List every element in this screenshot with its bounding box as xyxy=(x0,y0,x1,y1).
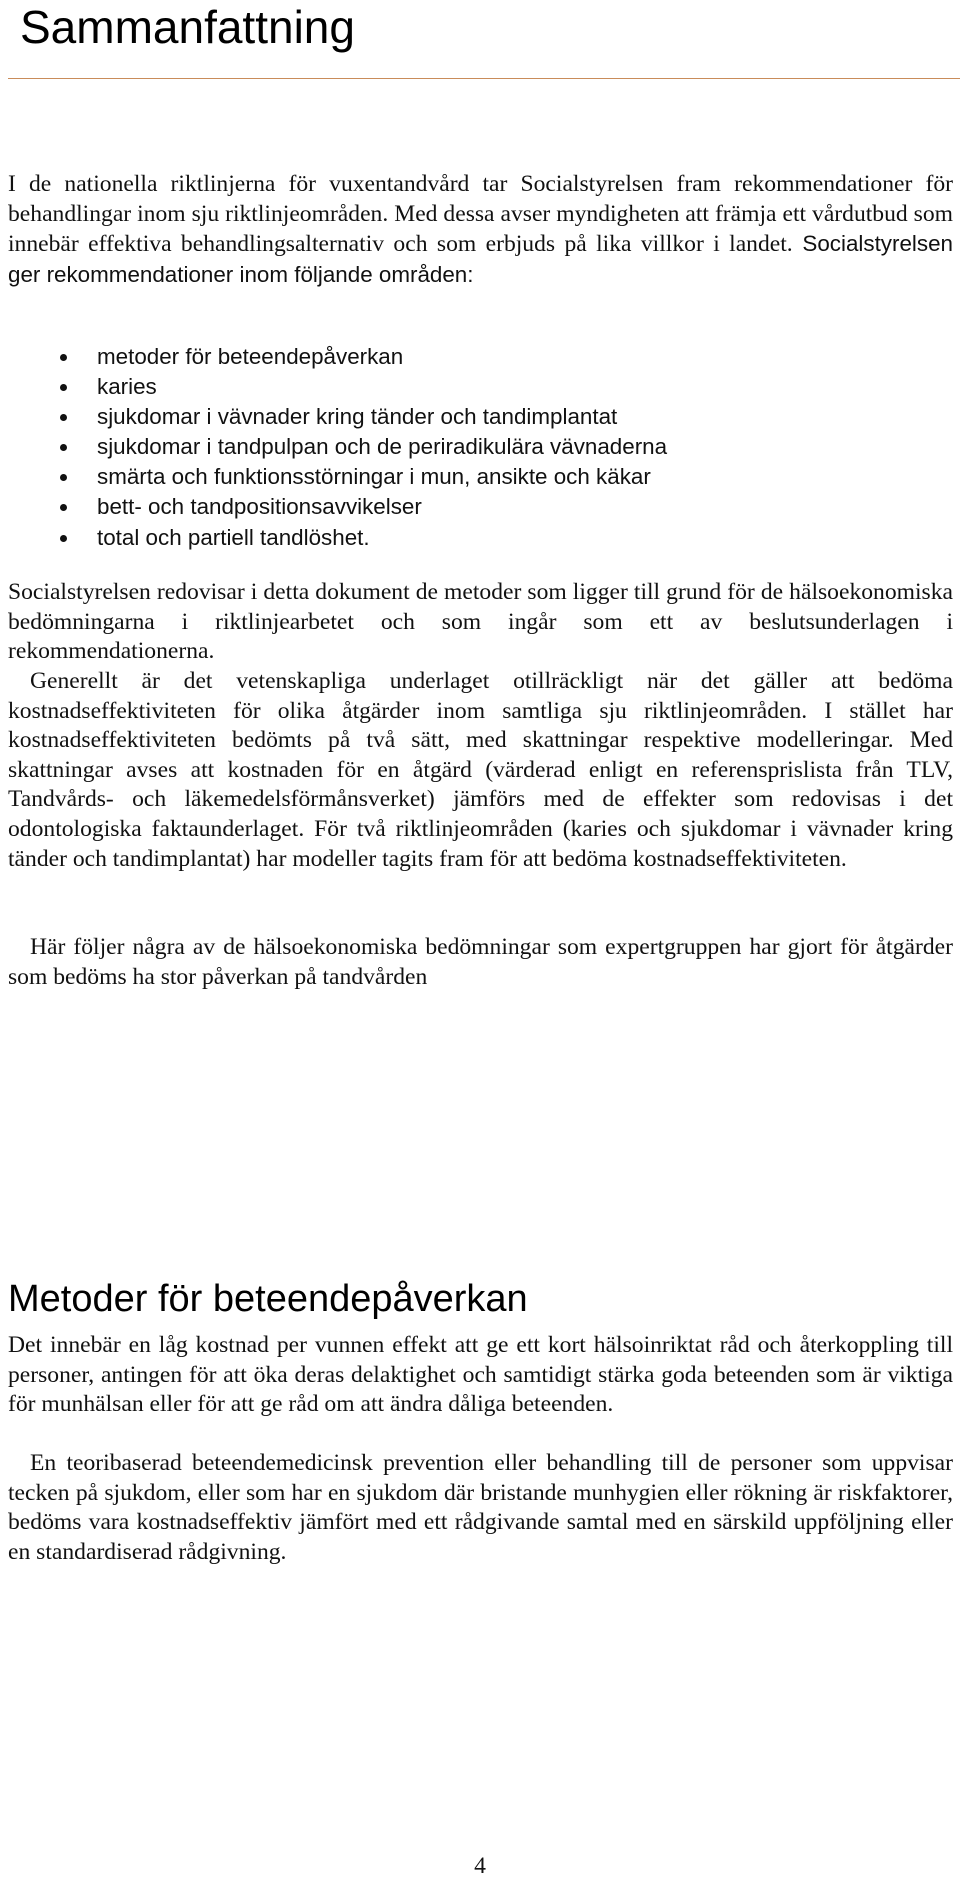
intro-text: I de nationella riktlinjerna för vuxentandvård tar Socialstyrelsen fram rekommendationer för behandlingar inom sju riktlinjeområden. Med dessa avser myndigheten att främja ett vårdutbud som innebär effektiva behandlingsalternativ och som erbjuds på lika villkor i landet. xyxy=(8,171,953,258)
methods-paragraph: Socialstyrelsen redovisar i detta dokument de metoder som ligger till grund för de hälsoekonomiska bedömningarna i riktlinjearbetet och som ingår som ett av beslutsunderlagen i rekommendationerna. xyxy=(8,579,953,665)
list-item-label: sjukdomar i tandpulpan och de periradikulära vävnaderna xyxy=(97,434,668,460)
list-item-label: bett- och tandpositionsavvikelser xyxy=(97,494,422,520)
assessments-intro-paragraph: Här följer några av de hälsoekonomiska bedömningar som expertgruppen har gjort för åtgärder som bedöms ha stor påverkan på tandvården xyxy=(8,934,953,990)
intro-paragraph xyxy=(8,170,953,290)
intro-text-continued: Socialstyrelsen ger rekommendationer inom följande områden: xyxy=(8,231,953,287)
list-item xyxy=(8,462,908,492)
bullet-icon xyxy=(60,535,67,542)
section-heading: Metoder för beteendepåverkan xyxy=(8,1278,528,1320)
list-item xyxy=(8,432,908,462)
bullet-icon xyxy=(60,384,67,391)
bullet-icon xyxy=(60,474,67,481)
bullet-icon xyxy=(60,354,67,361)
list-item-label: total och partiell tandlöshet. xyxy=(97,524,370,550)
page-heading: Sammanfattning xyxy=(20,1,355,53)
list-item-label: karies xyxy=(97,374,157,400)
list-item xyxy=(8,492,908,522)
section-paragraph: Det innebär en låg kostnad per vunnen effekt att ge ett kort hälsoinriktat råd och återkoppling till personer, antingen för att öka deras delaktighet och samtidigt stärka goda beteenden som är viktiga för munhälsan eller för att ge råd om att ändra dåliga beteenden. xyxy=(8,1332,953,1418)
section-paragraph: En teoribaserad beteendemedicinsk prevention eller behandling till de personer som uppvisar tecken på sjukdom, eller som har en sjukdom där bristande munhygien eller rökning är riskfaktorer, bedöms vara kostnadseffektiv jämfört med ett rådgivande samtal med en särskild uppföljning eller en standardiserad rådgivning. xyxy=(8,1450,953,1565)
list-item xyxy=(8,402,908,432)
bullet-icon xyxy=(60,414,67,421)
page-number: 4 xyxy=(474,1853,486,1879)
list-item-label: sjukdomar i vävnader kring tänder och tandimplantat xyxy=(97,404,618,430)
list-item xyxy=(8,372,908,402)
bullet-icon xyxy=(60,444,67,451)
heading-divider xyxy=(8,78,960,79)
list-item-label: metoder för beteendepåverkan xyxy=(97,344,404,369)
list-item xyxy=(8,342,908,372)
bullet-icon xyxy=(60,504,67,511)
areas-list xyxy=(8,342,908,553)
list-item xyxy=(8,523,908,553)
list-item-label: smärta och funktionsstörningar i mun, ansikte och käkar xyxy=(97,464,651,490)
evidence-paragraph: Generellt är det vetenskapliga underlaget otillräckligt när det gäller att bedöma kostnadseffektiviteten för olika åtgärder inom samtliga sju riktlinjeområden. I stället har kostnadseffektiviteten bedömts på två sätt, med skattningar respektive modelleringar. Med skattningar avses att kostnaden för en åtgärd (värderad enligt en referensprislista från TLV, Tandvårds- och läkemedelsförmånsverket) jämförs med de effekter som redovisas i det odontologiska faktaunderlaget. För två riktlinjeområden (karies och sjukdomar i vävnader kring tänder och tandimplantat) har modeller tagits fram för att bedöma kostnadseffektiviteten. xyxy=(8,668,953,872)
